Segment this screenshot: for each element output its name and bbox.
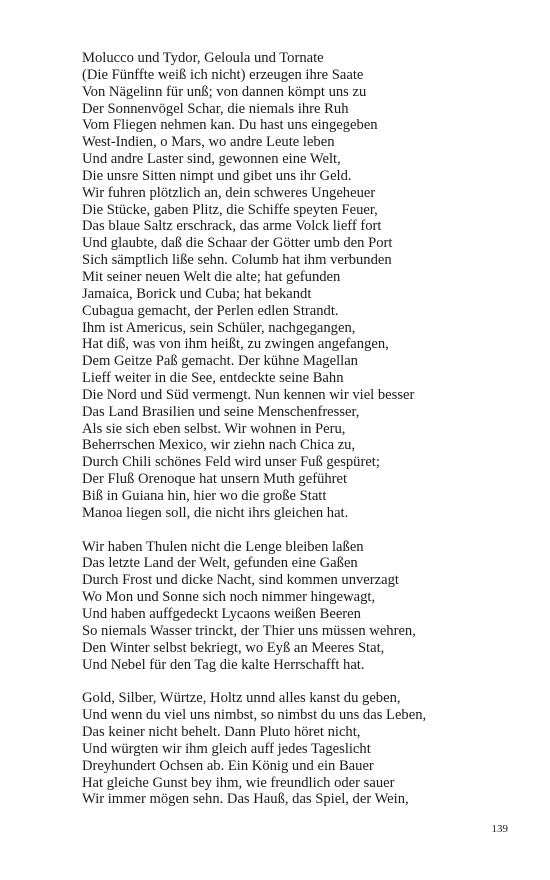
verse-line: Wir haben Thulen nicht die Lenge bleiben laßen: [82, 538, 364, 555]
verse-line: Und haben auffgedeckt Lycaons weißen Beeren: [82, 606, 361, 622]
verse-line: West-Indien, o Mars, wo andre Leute leben: [82, 134, 335, 151]
verse-line: Und wenn du viel uns nimbst, so nimbst du uns das Leben,: [82, 707, 427, 724]
verse-line: Der Fluß Orenoque hat unsern Muth geführet: [82, 471, 348, 488]
verse-line: Als sie sich eben selbst. Wir wohnen in Peru,: [82, 420, 346, 437]
verse-line: Und glaubte, daß die Schaar der Götter umb den Port: [82, 235, 393, 252]
verse-line: (Die Fünffte weiß ich nicht) erzeugen ihre Saate: [82, 66, 364, 83]
verse-line: Und Nebel für den Tag die kalte Herrschafft hat.: [82, 656, 365, 673]
verse-line: Das blaue Saltz erschrack, das arme Volck lieff fort: [82, 218, 382, 235]
verse-line: Wir immer mögen sehn. Das Hauß, das Spiel, der Wein,: [82, 791, 409, 808]
verse-line: Beherrschen Mexico, wir ziehn nach Chica zu,: [82, 437, 356, 454]
verse-line: Von Nägelinn für unß; von dannen kömpt uns zu: [82, 83, 367, 100]
verse-line: Mit seiner neuen Welt die alte; hat gefunden: [82, 268, 341, 285]
verse-line: Die Stücke, gaben Plitz, die Schiffe speyten Feuer,: [82, 201, 378, 218]
verse-line: Molucco und Tydor, Geloula und Tornate: [82, 50, 324, 66]
verse-line: Cubagua gemacht, der Perlen edlen Strandt.: [82, 302, 339, 319]
stanza-2: [82, 539, 512, 674]
verse-line: Das letzte Land der Welt, gefunden eine Gaßen: [82, 555, 358, 572]
verse-line: Wir fuhren plötzlich an, dein schweres Ungeheuer: [82, 184, 376, 201]
verse-line: Jamaica, Borick und Cuba; hat bekandt: [82, 285, 312, 302]
verse-line: Dreyhundert Ochsen ab. Ein König und ein Bauer: [82, 757, 374, 774]
verse-line: Hat diß, was von ihm heißt, zu zwingen angefangen,: [82, 336, 389, 353]
verse-line: Manoa liegen soll, die nicht ihrs gleichen hat.: [82, 504, 349, 521]
verse-line: Dem Geitze Paß gemacht. Der kühne Magellan: [82, 353, 358, 370]
verse-line: Biß in Guiana hin, hier wo die große Statt: [82, 487, 327, 504]
verse-line: Gold, Silber, Würtze, Holtz unnd alles kanst du geben,: [82, 690, 401, 707]
verse-line: Vom Fliegen nehmen kan. Du hast uns eingegeben: [82, 117, 378, 134]
verse-line: Durch Chili schönes Feld wird unser Fuß gespüret;: [82, 454, 380, 471]
verse-line: Den Winter selbst bekriegt, wo Eyß an Meeres Stat,: [82, 639, 385, 656]
verse-line: Und würgten wir ihm gleich auff jedes Tageslicht: [82, 740, 371, 757]
verse-line: Durch Frost und dicke Nacht, sind kommen unverzagt: [82, 572, 399, 589]
verse-line: Hat gleiche Gunst bey ihm, wie freundlich oder sauer: [82, 774, 395, 791]
verse-line: Und andre Laster sind, gewonnen eine Welt,: [82, 151, 341, 168]
verse-line: Das keiner nicht behelt. Dann Pluto höret nicht,: [82, 724, 361, 741]
verse-line: Sich sämptlich liße sehn. Columb hat ihm verbunden: [82, 252, 392, 269]
verse-line: Ihm ist Americus, sein Schüler, nachgegangen,: [82, 319, 356, 336]
poem-text-block: [82, 50, 512, 808]
verse-line: Wo Mon und Sonne sich noch nimmer hingewagt,: [82, 589, 376, 606]
verse-line: So niemals Wasser trinckt, der Thier uns müssen wehren,: [82, 622, 416, 639]
stanza-3: [82, 690, 512, 808]
verse-line: Die Nord und Süd vermengt. Nun kennen wir viel besser: [82, 386, 415, 403]
page-number: 139: [491, 823, 508, 835]
verse-line: Das Land Brasilien und seine Menschenfresser,: [82, 403, 360, 420]
verse-line: Die unsre Sitten nimpt und gibet uns ihr Geld.: [82, 167, 352, 184]
verse-line: Der Sonnenvögel Schar, die niemals ihre Ruh: [82, 100, 349, 117]
verse-line: Lieff weiter in die See, entdeckte seine Bahn: [82, 370, 344, 387]
stanza-1: [82, 50, 512, 522]
